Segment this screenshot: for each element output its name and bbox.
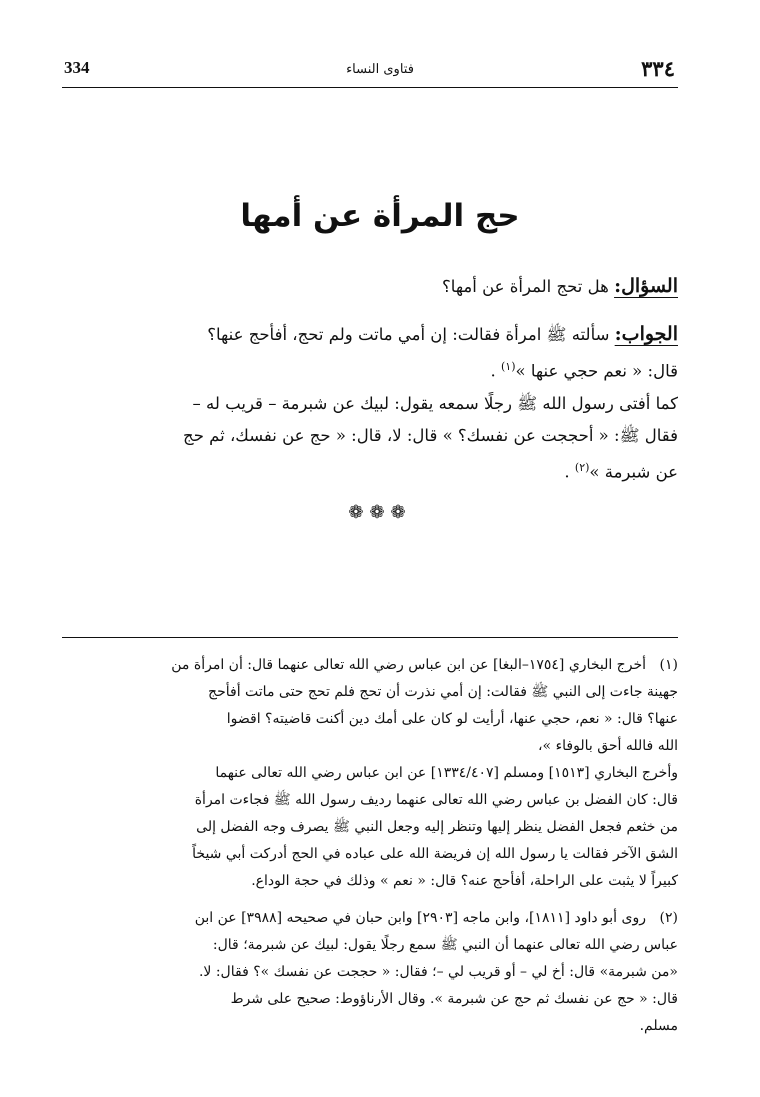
- footnote-line: مسلم.: [639, 1018, 678, 1034]
- answer-label: الجواب:: [614, 323, 678, 345]
- question-label: السؤال:: [614, 275, 678, 297]
- footnote-line: وأخرج البخاري [١٥١٣] ومسلم [١٣٣٤/٤٠٧] عن ابن عباس رضي الله تعالى عنهما: [215, 765, 678, 781]
- footnote-divider: [62, 637, 678, 638]
- answer-paragraph-2-line-1: كما أفتى رسول الله ﷺ رجلًا سمعه يقول: لبيك عن شبرمة – قريب له –: [192, 393, 678, 413]
- footnote-ref-2: (٢): [574, 460, 590, 474]
- page-number-arabic: ٣٣٤: [641, 56, 675, 81]
- footnote-line: كبيراً لا يثبت على الراحلة، أفأحج عنه؟ قال: « نعم » وذلك في حجة الوداع.: [251, 873, 678, 889]
- answer-paragraph-2-line-3: عن شبرمة »$^{(٢)}$ .: [564, 460, 678, 481]
- footnote-line: قال: كان الفضل بن عباس رضي الله تعالى عنهما رديف رسول الله ﷺ فجاءت امرأة: [194, 792, 678, 808]
- footnote-line: الله فالله أحق بالوفاء »،: [538, 738, 678, 754]
- footnote-line: من خثعم فجعل الفضل ينظر إليها وتنظر إليه وجعل النبي ﷺ يصرف وجه الفضل إلى: [196, 819, 678, 835]
- header-divider: [62, 87, 678, 88]
- footnote-line: (٢)روى أبو داود [١٨١١]، وابن ماجه [٢٩٠٣] وابن حبان في صحيحه [٣٩٨٨] عن ابن: [62, 905, 678, 932]
- answer-block: [62, 318, 678, 488]
- footnote-line: «من شبرمة» قال: أخ لي – أو قريب لي –؛ فقال: « حججت عن نفسك »؟ فقال: لا.: [198, 964, 678, 980]
- answer-line-1: الجواب: سألته ﷺ امرأة فقالت: إن أمي ماتت ولم تحج، أفأحج عنها؟: [207, 323, 678, 345]
- footnote-line: الشق الآخر فقالت يا رسول الله إن فريضة الله على عباده في الحج أدركت أبي شيخاً: [192, 846, 678, 862]
- question-text: هل تحج المرأة عن أمها؟: [442, 277, 609, 296]
- chapter-title: حج المرأة عن أمها: [240, 198, 520, 234]
- footnote-1: [62, 652, 678, 895]
- footnote-line: جهينة جاءت إلى النبي ﷺ فقالت: إن أمي نذرت أن تحج فلم تحج حتى ماتت أفأحج: [208, 684, 678, 700]
- footnote-line: عنها؟ قال: « نعم، حجي عنها، أرأيت لو كان على أمك دين أكنت قاضيته؟ اقضوا: [226, 711, 678, 727]
- footnote-number: (٢): [659, 910, 678, 926]
- answer-paragraph-2-line-2: فقال ﷺ: « أحججت عن نفسك؟ » قال: لا، قال: « حج عن نفسك، ثم حج: [183, 425, 678, 445]
- footnote-line: (١)أخرج البخاري [١٧٥٤–البغا] عن ابن عباس رضي الله تعالى عنهما قال: أن امرأة من: [62, 652, 678, 679]
- question-paragraph: [62, 270, 678, 303]
- section-separator-ornament: ❁❁❁: [348, 502, 412, 523]
- footnote-ref-1: (١): [501, 360, 516, 373]
- footnote-2: [62, 905, 678, 1040]
- footnote-number: (١): [659, 657, 678, 673]
- footnote-line: عباس رضي الله تعالى عنهما أن النبي ﷺ سمع رجلًا يقول: لبيك عن شبرمة؛ قال:: [212, 937, 678, 953]
- answer-line-2: قال: « نعم حجي عنها »$^{(١)}$ .: [490, 360, 678, 381]
- page-number-latin: 334: [64, 58, 90, 77]
- footnote-line: قال: « حج عن نفسك ثم حج عن شبرمة ». وقال الأرناؤوط: صحيح على شرط: [230, 991, 678, 1007]
- running-title: فتاوى النساء: [346, 62, 414, 77]
